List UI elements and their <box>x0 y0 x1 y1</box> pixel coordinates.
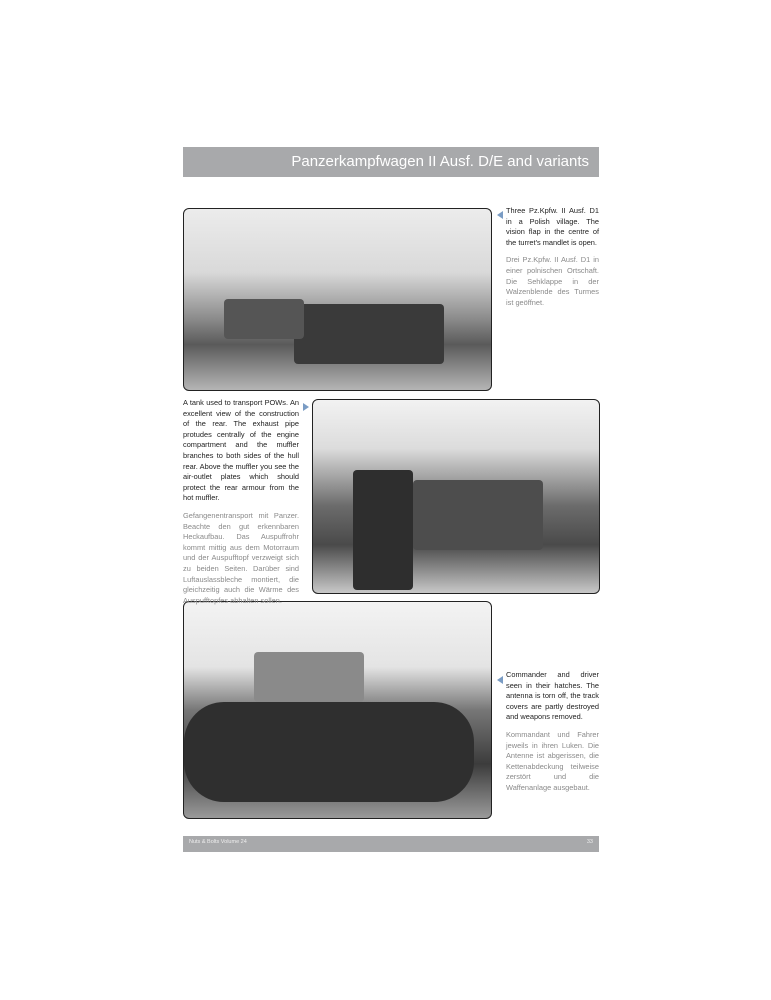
caption-3-english: Commander and driver seen in their hatches. The antenna is torn off, the track covers are partly destroyed and weapons removed. <box>506 670 599 722</box>
photo-pow-transport <box>312 399 600 594</box>
page-footer <box>183 836 599 852</box>
turret-shape <box>254 652 364 702</box>
tank-shape <box>184 702 474 802</box>
page-number: 33 <box>586 839 593 845</box>
caption-3 <box>506 670 599 794</box>
chapter-header <box>183 147 599 177</box>
caption-pointer-icon <box>497 211 503 219</box>
caption-2 <box>183 398 299 606</box>
caption-pointer-icon <box>303 403 309 411</box>
caption-1-german: Drei Pz.Kpfw. II Ausf. D1 in einer polnischen Ortschaft. Die Sehklappe in der Walzenblende des Turmes ist geöffnet. <box>506 255 599 307</box>
photo-commander-and-driver <box>183 601 492 819</box>
tank-shape <box>224 299 304 339</box>
footer-series-title: Nuts & Bolts Volume 24 <box>189 839 247 845</box>
caption-pointer-icon <box>497 676 503 684</box>
caption-3-german: Kommandant und Fahrer jeweils in ihren Luken. Die Antenne ist abgerissen, die Kettenabdeckung teilweise zerstört und die Waffenanlage ausgebaut. <box>506 729 599 792</box>
caption-2-german: Gefangenentransport mit Panzer. Beachte den gut erkennbaren Heckaufbau. Das Auspuffrohr kommt mittig aus dem Motorraum und der Auspufftopf verzweigt sich zu beiden Seiten. Darüber sind Luftauslassbleche montiert, die gleichzeitig auch die Wärme des Auspufftopfes abhalten sollen. <box>183 510 299 605</box>
tank-shape <box>413 480 543 550</box>
photo-tanks-in-village <box>183 208 492 391</box>
tank-shape <box>294 304 444 364</box>
caption-1 <box>506 206 599 308</box>
chapter-title: Panzerkampfwagen II Ausf. D/E and variants <box>291 153 589 170</box>
caption-2-english: A tank used to transport POWs. An excellent view of the construction of the rear. The exhaust pipe protudes centrally of the engine compartment and the muffler branches to both sides of the hull rear. Above the muffler you see the air-outlet plates which should protect the rear armour from the hot muffler. <box>183 398 299 503</box>
soldier-shape <box>353 470 413 590</box>
caption-1-english: Three Pz.Kpfw. II Ausf. D1 in a Polish village. The vision flap in the centre of the turret's mandlet is open. <box>506 206 599 247</box>
